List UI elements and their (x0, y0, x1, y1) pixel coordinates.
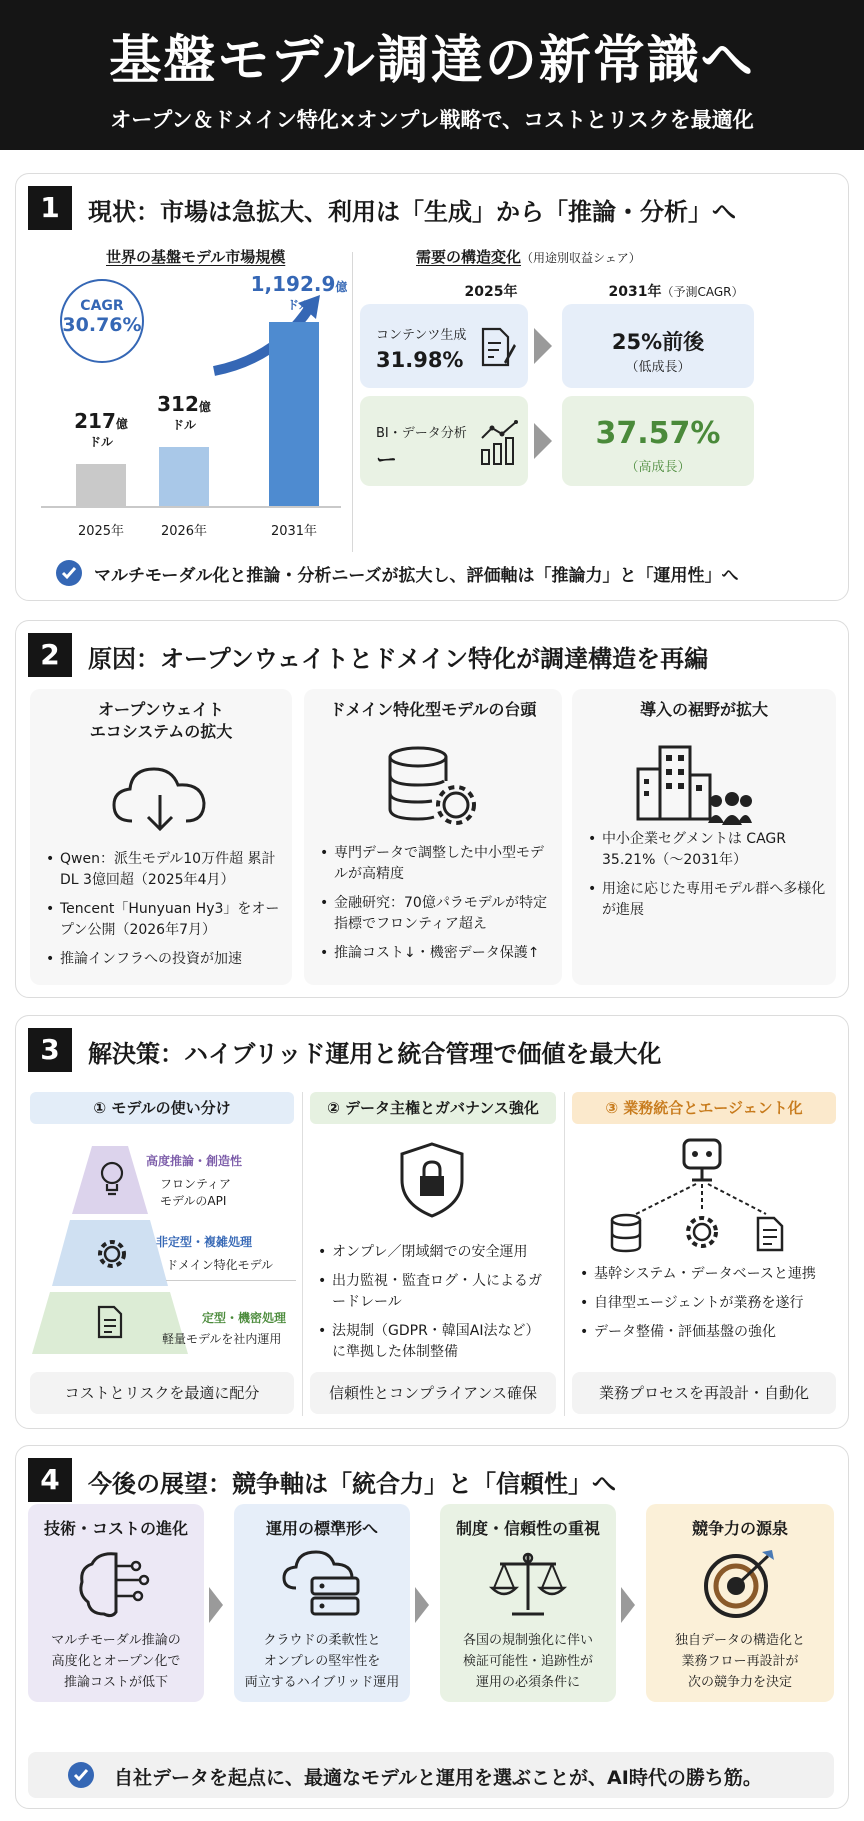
tile-bi-analysis-2031: 37.57% （高成長） (562, 396, 754, 486)
tag-model-selection: ① モデルの使い分け (30, 1092, 294, 1124)
tile-content-generation-2025: コンテンツ生成 31.98% (360, 304, 528, 388)
chart-baseline (41, 506, 341, 508)
bar-label-2031: 1,192.9億 ドル (250, 272, 348, 312)
step-operation-standard: 運用の標準形へ クラウドの柔軟性と オンプレの堅牢性を 両立するハイブリッド運用 (234, 1504, 410, 1702)
bullet-list: • オンプレ／閉域網での安全運用 • 出力監視・監査ログ・人によるガードレール • 法規制（GDPR・韓国AI法など）に準拠した体制整備 (316, 1242, 552, 1371)
bar-label-2026: 312億 ドル (157, 392, 211, 432)
brain-circuit-icon (76, 1548, 156, 1620)
buildings-people-icon (632, 739, 752, 829)
database-gear-icon (384, 745, 484, 829)
panel-domain-specific: ドメイン特化型モデルの台頭 • 専門データで調整した中小型モデルが高精度 • 金融研究：70億パラモデルが特定指標でフロンティア超え • 推論コスト↓・機密データ保護↑ (304, 689, 562, 985)
robot-network-icon (606, 1134, 796, 1254)
conclusion-text: 自社データを起点に、最適なモデルと運用を選ぶことが、AI時代の勝ち筋。 (114, 1767, 762, 1789)
step-description: 独自データの構造化と 業務フロー再設計が 次の競争力を決定 (674, 1633, 805, 1690)
section-title: 原因：オープンウェイトとドメイン特化が調達構造を再編 (88, 645, 709, 673)
column-2031: 2031年（予測CAGR） (608, 284, 744, 300)
x-label-2025: 2025年 (77, 524, 125, 539)
section-number: 2 (28, 633, 72, 677)
cloud-download-icon (110, 761, 210, 835)
section-title: 解決策：ハイブリッド運用と統合管理で価値を最大化 (88, 1040, 662, 1068)
section-number: 4 (28, 1458, 72, 1502)
col-footer: 信頼性とコンプライアンス確保 (310, 1372, 556, 1414)
check-icon (56, 560, 82, 586)
header-banner (0, 0, 864, 150)
tile-content-generation-2031: 25%前後 （低成長） (562, 304, 754, 388)
arrow-right-icon (621, 1587, 635, 1623)
section-causes (15, 620, 849, 998)
section-title: 今後の展望：競争軸は「統合力」と「信頼性」へ (88, 1470, 616, 1498)
bar-2025 (76, 464, 126, 506)
section-outlook (15, 1445, 849, 1809)
step-description: マルチモーダル推論の 高度化とオープン化で 推論コストが低下 (51, 1633, 181, 1690)
section-footer: マルチモーダル化と推論・分析ニーズが拡大し、評価軸は「推論力」と「運用性」へ (94, 566, 739, 586)
page-subtitle: オープン＆ドメイン特化×オンプレ戦略で、コストとリスクを最適化 (110, 108, 754, 132)
divider (166, 1280, 296, 1281)
col-footer: 業務プロセスを再設計・自動化 (572, 1372, 836, 1414)
bullet-list: • 基幹システム・データベースと連携 • 自律型エージェントが業務を遂行 • データ整備・評価基盤の強化 (578, 1264, 834, 1351)
section-number: 3 (28, 1028, 72, 1072)
cloud-server-icon (282, 1548, 362, 1620)
bullet-list: • 中小企業セグメントは CAGR 35.21%（～2031年） • 用途に応じた専用モデル群へ多様化が進展 (586, 829, 826, 929)
tag-business-integration: ③ 業務統合とエージェント化 (572, 1092, 836, 1124)
cagr-value: 30.76% (62, 314, 142, 336)
check-icon (68, 1762, 94, 1788)
bullet-list: • 専門データで調整した中小型モデルが高精度 • 金融研究：70億パラモデルが特定指標でフロンティア超え • 推論コスト↓・機密データ保護↑ (318, 843, 554, 972)
step-competitive-source: 競争力の源泉 独自データの構造化と 業務フロー再設計が 次の競争力を決定 (646, 1504, 834, 1702)
section-number: 1 (28, 186, 72, 230)
step-tech-cost: 技術・コストの進化 マルチモーダル推論の 高度化とオープン化で 推論コストが低下 (28, 1504, 204, 1702)
cagr-label: CAGR (80, 298, 124, 314)
lightbulb-icon (98, 1160, 126, 1196)
step-regulation-trust: 制度・信頼性の重視 各国の規制強化に伴い 検証可能性・追跡性が 運用の必須条件に (440, 1504, 616, 1702)
conclusion-bar (28, 1752, 834, 1798)
arrow-right-icon (415, 1587, 429, 1623)
section-current-status (15, 173, 849, 601)
tile-bi-analysis-2025: BI・データ分析 ー (360, 396, 528, 486)
divider (302, 1092, 303, 1416)
document-pen-icon (480, 326, 516, 368)
arrow-right-icon (209, 1587, 223, 1623)
step-description: クラウドの柔軟性と オンプレの堅牢性を 両立するハイブリッド運用 (244, 1633, 400, 1690)
bar-2031 (269, 322, 319, 506)
market-subtitle: 世界の基盤モデル市場規模 (106, 248, 286, 266)
gear-icon (96, 1238, 128, 1270)
bar-chart-icon (478, 420, 520, 466)
col-footer: コストとリスクを最適に配分 (30, 1372, 294, 1414)
scale-icon (488, 1548, 568, 1620)
bar-label-2025: 217億 ドル (74, 409, 128, 449)
demand-subtitle: 需要の構造変化（用途別収益シェア） (416, 248, 641, 266)
step-description: 各国の規制強化に伴い 検証可能性・追跡性が 運用の必須条件に (462, 1633, 593, 1690)
x-label-2031: 2031年 (270, 524, 318, 539)
panel-open-weight: オープンウェイト エコシステムの拡大 • Qwen：派生モデル10万件超 累計DL 3億回超（2025年4月） • Tencent「Hunyuan Hy3」をオープン公開（2026年7月） • 推論インフラへの投資が加速 (30, 689, 292, 985)
panel-adoption: 導入の裾野が拡大 • 中小企業セグメントは CAGR 35.21%（～2031年） • 用途に応じた専用モデル群へ多様化が進展 (572, 689, 836, 985)
column-2025: 2025年 (464, 284, 518, 300)
tier-domain: 非定型・複雑処理 ドメイン特化モデル (156, 1235, 274, 1272)
cagr-badge (60, 279, 144, 363)
shield-lock-icon (396, 1140, 468, 1220)
x-label-2026: 2026年 (160, 524, 208, 539)
divider (352, 252, 353, 552)
divider (564, 1092, 565, 1416)
bar-2026 (159, 447, 209, 506)
section-title: 現状：市場は急拡大、利用は「生成」から「推論・分析」へ (88, 198, 736, 226)
page-title: 基盤モデル調達の新常識へ (109, 31, 755, 91)
target-arrow-icon (700, 1548, 780, 1620)
section-solutions (15, 1015, 849, 1429)
tier-light: 定型・機密処理 軽量モデルを社内運用 (162, 1311, 286, 1346)
arrow-right-icon (534, 423, 552, 459)
document-icon (96, 1304, 124, 1340)
tag-data-governance: ② データ主権とガバナンス強化 (310, 1092, 556, 1124)
bullet-list: • Qwen：派生モデル10万件超 累計DL 3億回超（2025年4月） • Tencent「Hunyuan Hy3」をオープン公開（2026年7月） • 推論インフラへの投資が加速 (44, 849, 284, 978)
tier-frontier: 高度推論・創造性 フロンティア モデルのAPI (146, 1154, 243, 1208)
arrow-right-icon (534, 328, 552, 364)
